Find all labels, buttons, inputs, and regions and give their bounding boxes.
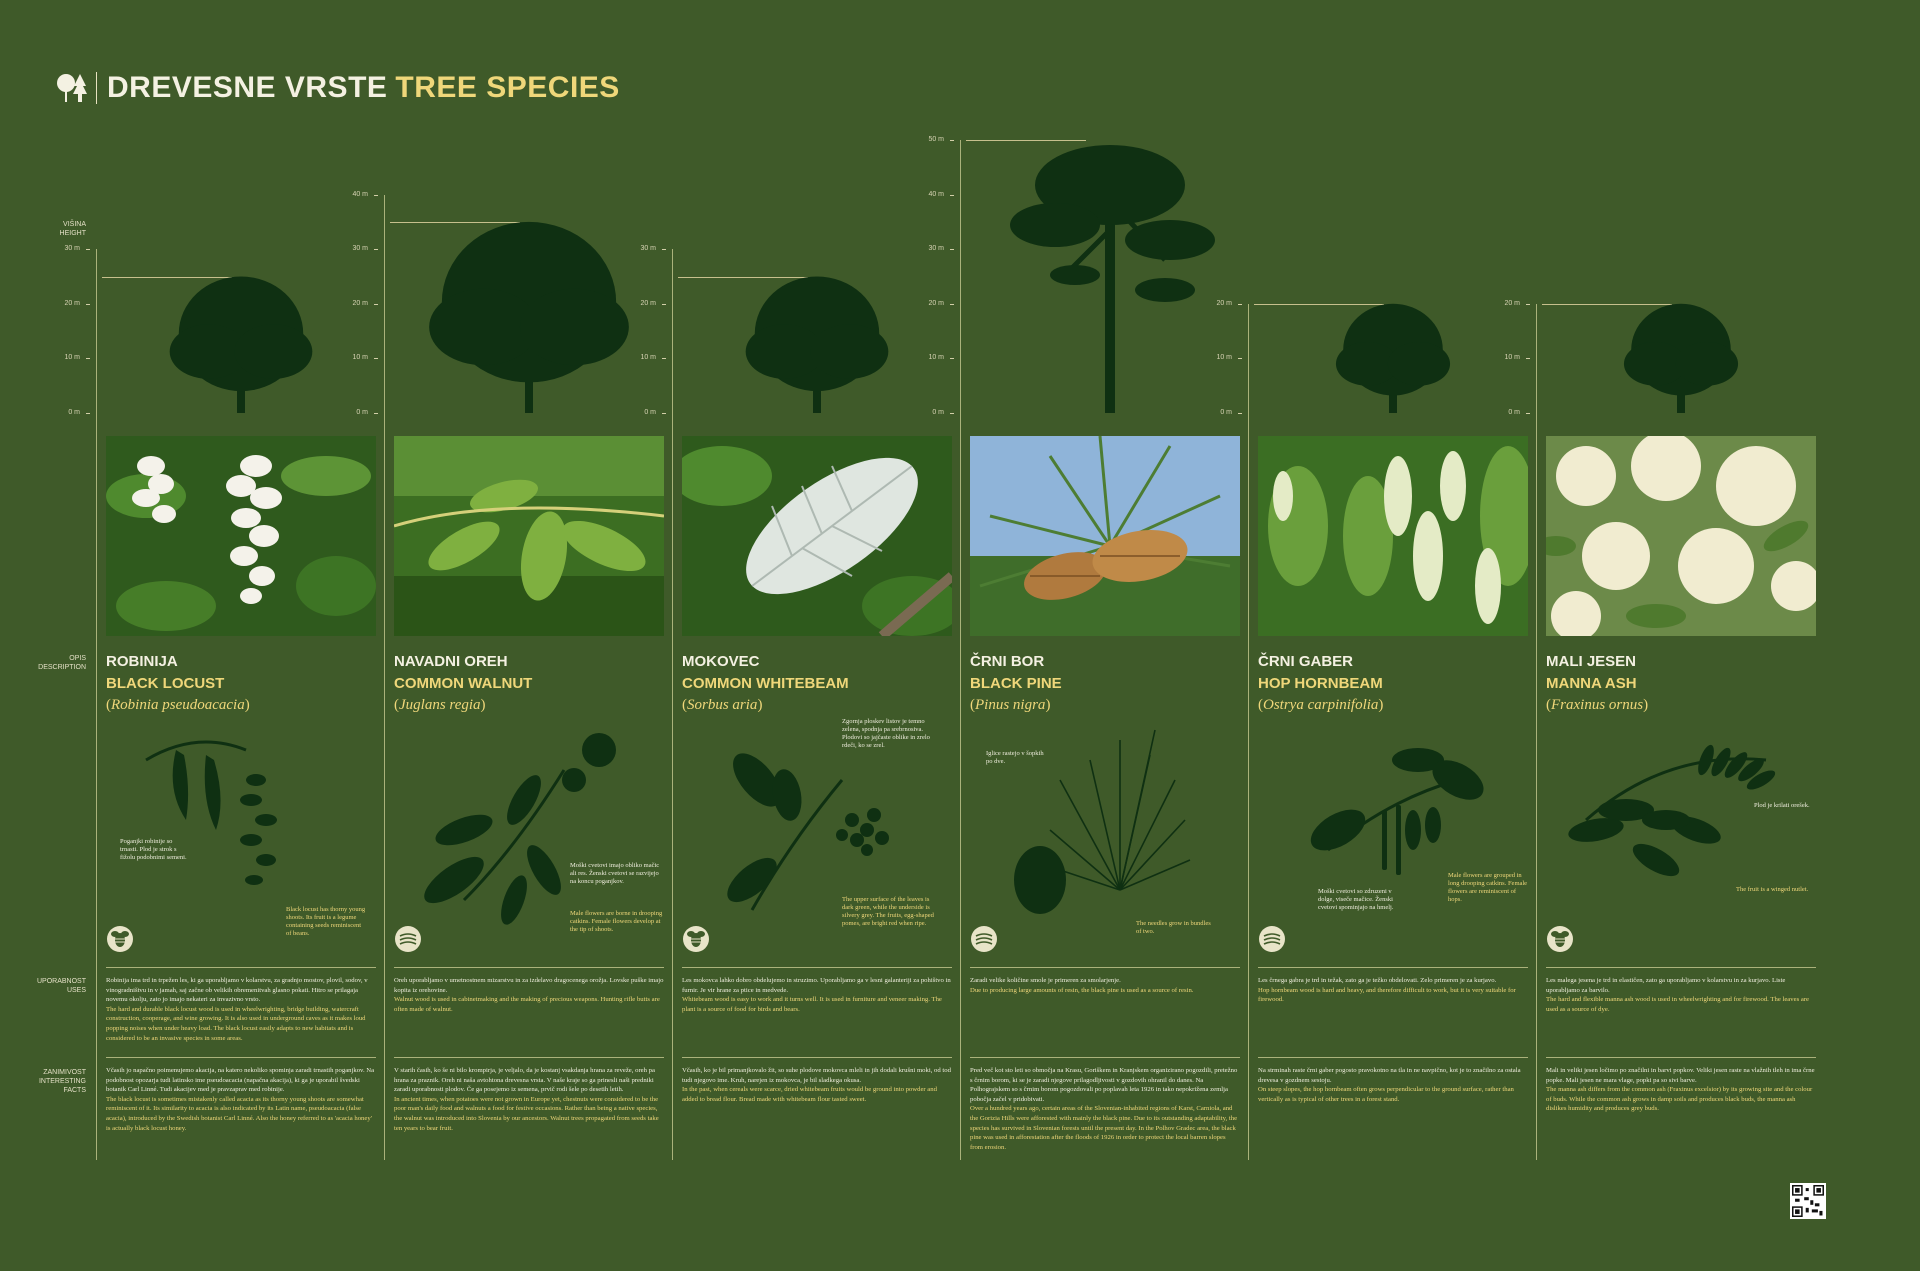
axis-tick-label: 0 m: [356, 409, 368, 416]
facts-text: Na strminah raste črni gaber pogosto pravokotno na tla in ne navpično, kot je to značilno za ostala drevesa v gozdnem sestoju. On steep slopes, the hop hornbeam often grows perpendicular to the ground surface, rather than vertically as is typical of other trees in a forest stand.: [1258, 1067, 1521, 1103]
section-rule: [970, 1057, 1240, 1058]
axis-tick: [950, 140, 954, 141]
section-rule: [394, 1057, 664, 1058]
species-photo: [970, 436, 1240, 636]
illustration-note-si: Iglice rastejo v šopkih po dve.: [986, 750, 1044, 765]
section-rule: [1258, 967, 1528, 968]
species-name-en: MANNA ASH: [1546, 675, 1637, 692]
facts-text: Včasih jo napačno poimenujemo akacija, na katero nekoliko spominja zaradi trnastih poganjkov. Na podobnost opozarja tudi latinsko ime pseudoacacia (napačna akacija), ki ga je uporabil švedski botanik Carl Linné. Tudi akacijev med je pravzaprav med robinije. The black locust is sometimes mistakenly called acacia as its thorny young shoots are somewhat reminiscent of it. Its similarity to acacia is also indicated by its Latin name, pseudoacacia (false acacia), introduced by the Swedish botanist Carl Linné. Also the honey referred to as 'acacia honey' is actually black locust honey.: [106, 1067, 375, 1132]
illustration-note-si: Moški cvetovi imajo obliko mačic ali res. Ženski cvetovi se razvijejo na koncu poganjkov.: [570, 862, 660, 885]
species-column: [1504, 130, 1816, 1160]
species-photo: [394, 436, 664, 636]
axis-tick-label: 10 m: [640, 354, 656, 362]
axis-tick: [662, 249, 666, 250]
species-name-si: MOKOVEC: [682, 653, 760, 670]
axis-tick: [1238, 413, 1242, 414]
illustration-note-en: The fruit is a winged nutlet.: [1736, 886, 1809, 893]
uses-label: UPORABNOST USES: [36, 978, 86, 994]
axis-tick: [1238, 304, 1242, 305]
section-rule: [106, 967, 376, 968]
illustration-note-si: Plod je krilati orešek.: [1754, 802, 1810, 809]
species-name-latin: (Ostrya carpinifolia): [1258, 697, 1384, 713]
axis-tick-label: 0 m: [932, 409, 944, 416]
axis-tick: [374, 358, 378, 359]
axis-tick-label: 30 m: [928, 245, 944, 253]
axis-tick: [950, 304, 954, 305]
species-name-en: BLACK LOCUST: [106, 675, 225, 692]
species-photo: [682, 436, 952, 636]
axis-tick-label: 10 m: [1504, 354, 1520, 362]
axis-tick-label: 10 m: [64, 354, 80, 362]
species-name-latin: (Fraxinus ornus): [1546, 697, 1649, 713]
species-name-en: HOP HORNBEAM: [1258, 675, 1383, 692]
species-column: [352, 130, 664, 1160]
species-name-si: MALI JESEN: [1546, 653, 1637, 670]
axis-tick: [374, 195, 378, 196]
axis-tick: [1526, 413, 1530, 414]
species-illustration: [394, 720, 664, 940]
tree-silhouette: [970, 130, 1240, 420]
section-rule: [1258, 1057, 1528, 1058]
species-photo: [106, 436, 376, 636]
facts-text: Včasih, ko je bil primanjkovalo žit, so suhe plodove mokovca mleli in jih dodali krušni moki, od tod tudi njegovo ime. Kruh, narejen iz mokovca, je bil sladkega okusa. In the past, when cereals were scarce, dried whitebeam fruits would be ground into powder and added to bread flour. Bread made with whitebeam flour tasted sweet.: [682, 1067, 951, 1103]
axis-tick: [950, 249, 954, 250]
axis-tick-label: 20 m: [1504, 299, 1520, 307]
bee-icon: [106, 925, 134, 953]
species-name-si: ČRNI BOR: [970, 653, 1045, 670]
axis-tick: [1526, 358, 1530, 359]
axis-tick: [662, 413, 666, 414]
illustration-note-en: The upper surface of the leaves is dark green, while the underside is silvery grey. The fruits, egg-shaped pomes, are bright red when ripe.: [842, 896, 934, 927]
header-divider: [96, 72, 97, 104]
axis-tick-label: 20 m: [1216, 299, 1232, 307]
illustration-note-en: Male flowers are grouped in long drooping catkins. Female flowers are reminiscent of hops.: [1448, 872, 1528, 903]
species-name-si: ČRNI GABER: [1258, 653, 1354, 670]
uses-text: Les črnega gabra je trd in težak, zato ga je težko obdelovati. Zelo primeren je za kurjavo. Hop hornbeam wood is hard and heavy, and therefore difficult to work, but it is very suitable for firewood.: [1258, 977, 1516, 1004]
tree-silhouette: [1546, 130, 1816, 420]
column-rule: [1536, 304, 1537, 1160]
species-name-latin: (Pinus nigra): [970, 697, 1051, 713]
axis-tick-label: 50 m: [928, 136, 944, 143]
species-column: [640, 130, 952, 1160]
axis-tick-label: 10 m: [352, 354, 368, 362]
illustration-note-en: The needles grow in bundles of two.: [1136, 920, 1211, 935]
tree-silhouette: [394, 130, 664, 420]
illustration-note-en: Black locust has thorny young shoots. Its fruit is a legume containing seeds reminiscent of beans.: [286, 906, 366, 937]
axis-tick-label: 0 m: [68, 409, 80, 416]
description-label: OPIS DESCRIPTION: [38, 655, 86, 671]
axis-tick-label: 30 m: [64, 245, 80, 253]
section-rule: [682, 967, 952, 968]
height-label: VIŠINA HEIGHT: [59, 221, 86, 237]
axis-tick-label: 40 m: [928, 190, 944, 198]
species-photo: [1258, 436, 1528, 636]
tree-logo-icon: [54, 70, 90, 106]
section-rule: [1546, 1057, 1816, 1058]
axis-tick: [950, 195, 954, 196]
illustration-note-si: Moški cvetovi so zdruzeni v dolge, viseče mačice. Ženski cvetovi spominjajo na hmelj.: [1318, 888, 1394, 911]
species-column: [1216, 130, 1528, 1160]
section-rule: [106, 1057, 376, 1058]
facts-text: Pred več kot sto leti so območja na Krasu, Goriškem in Kranjskem organizirano pogozdili, pretežno s črnim borom, ki se je zaradi njegove prilagodljivosti v gozdovih ohranil do danes. Na Polhograjskem so s črnim borom pogozdovali po poplavah leta 1926 in tako nepokrižena zemlja pobočja začel v pridobivati. Over a hundred years ago, certain areas of the Slovenian-inhabited regions of Karst, Carniola, and the Gorizia Hills were afforested with mainly the black pine. Due to its outstanding adaptability, the species has survived in Slovenian forests until the present day. In the Polhov Gradec area, the black pine was used in afforestation after the floods of 1926 in order to protect the local barren slopes from erosion.: [970, 1067, 1238, 1151]
facts-text: Mali in veliki jesen ločimo po značilni in barvi popkov. Veliki jesen raste na vlažnih tleh in ima črne popke. Mali jesen ne mara vlage, popki pa so sivi barve. The manna ash differs from the common ash (Fraxinus excelsior) by its growing site and the colour of buds. While the common ash grows in damp soils and produces black buds, the manna ash dislikes humidity and produces grey buds.: [1546, 1067, 1815, 1113]
axis-tick-label: 0 m: [1508, 409, 1520, 416]
axis-tick-label: 10 m: [928, 354, 944, 362]
axis-tick: [86, 413, 90, 414]
axis-tick: [950, 358, 954, 359]
axis-tick: [86, 249, 90, 250]
axis-tick-label: 20 m: [640, 299, 656, 307]
section-rule: [1546, 967, 1816, 968]
facts-label: ZANIMIVOST INTERESTING FACTS: [38, 1069, 86, 1094]
species-column: [928, 130, 1240, 1160]
axis-tick: [662, 358, 666, 359]
axis-tick-label: 0 m: [1220, 409, 1232, 416]
facts-text: V starih časih, ko še ni bilo krompirja, je veljalo, da je kostanj vsakdanja hrana za reveže, oreh pa hrana za praznik. Oreh ni naša avtohtona drevesna vrsta. V naše kraje so ga prinesli naši predniki zaradi uporabnosti plodov. Če ga posejemo iz semena, prvič rodi šele po desetih letih. In ancient times, when potatoes were not grown in Europe yet, chestnuts were considered to be the poor man's daily food and walnuts a food for festive occasions. Rather than being a native species, the walnut was introduced into Slovenia by our ancestors. Walnut trees propagated from seeds take ten years to bear fruit.: [394, 1067, 659, 1132]
qr-code-icon: [1792, 1185, 1824, 1217]
axis-tick: [374, 304, 378, 305]
axis-tick: [1238, 358, 1242, 359]
species-name-latin: (Sorbus aria): [682, 697, 763, 713]
species-name-en: COMMON WHITEBEAM: [682, 675, 849, 692]
wind-icon: [1258, 925, 1286, 953]
bee-icon: [682, 925, 710, 953]
axis-tick-label: 0 m: [644, 409, 656, 416]
uses-text: Robinija ima trd in trpežen les, ki ga uporabljamo v kolarstvu, za gradnjo mostov, plovil, sodov, v vinogradništvu in v jamah, saj začne ob velikih obremenitvah glasno pokati. Hitro se prilagaja novemu okolju, zato jo imajo nekateri za invazivno vrsto. The hard and durable black locust wood is used in wheelwrighting, bridge building, watercraft construction, cooperage, and wine growing. It is also used in underground caves as it makes loud popping noises when under heavy load. The black locust easily adapts to new habitats and is considered to be an invasive species in some areas.: [106, 977, 368, 1042]
axis-tick-label: 30 m: [640, 245, 656, 253]
bee-icon: [1546, 925, 1574, 953]
wind-icon: [394, 925, 422, 953]
axis-tick-label: 40 m: [352, 190, 368, 198]
column-rule: [1248, 304, 1249, 1160]
axis-tick-label: 30 m: [352, 245, 368, 253]
section-rule: [682, 1057, 952, 1058]
species-name-latin: (Robinia pseudoacacia): [106, 697, 250, 713]
axis-tick: [374, 249, 378, 250]
tree-silhouette: [1258, 130, 1528, 420]
uses-text: Oreh uporabljamo v umetnostnem mizarstvu in za izdelavo dragocenega orožja. Lovske puške imajo kopita iz orehovine. Walnut wood is used in cabinetmaking and the making of precious weapons. Hunting rifle butts are often made of walnut.: [394, 977, 664, 1013]
species-photo: [1546, 436, 1816, 636]
species-name-en: COMMON WALNUT: [394, 675, 533, 692]
species-name-latin: (Juglans regia): [394, 697, 486, 713]
axis-tick: [374, 413, 378, 414]
species-name-en: BLACK PINE: [970, 675, 1062, 692]
axis-tick: [86, 304, 90, 305]
uses-text: Zaradi velike količine smole je primeren za smolarjenje. Due to producing large amounts of resin, the black pine is used as a source of resin.: [970, 977, 1194, 994]
poster-header: [54, 68, 620, 108]
species-name-si: ROBINIJA: [106, 653, 178, 670]
section-rule: [394, 967, 664, 968]
axis-tick-label: 20 m: [352, 299, 368, 307]
axis-tick-label: 20 m: [64, 299, 80, 307]
axis-tick: [950, 413, 954, 414]
illustration-note-si: Zgornja ploskev listov je temno zelena, spodnja pa srebrnosiva. Plodovi so jajčaste oblike in zrelo rdeči, ko se zrel.: [842, 718, 930, 749]
uses-text: Les malega jesena je trd in elastičen, zato ga uporabljamo v kolarstvu in za kurjavo. Liste uporabljamo za barvilo. The hard and flexible manna ash wood is used in wheelwrighting and for firewood. The leaves are used as a source of dye.: [1546, 977, 1810, 1013]
tree-silhouette: [106, 130, 376, 420]
section-rule: [970, 967, 1240, 968]
axis-tick-label: 20 m: [928, 299, 944, 307]
species-name-si: NAVADNI OREH: [394, 653, 508, 670]
illustration-note-en: Male flowers are borne in drooping catkins. Female flowers develop at the tip of shoots.: [570, 910, 663, 933]
page-title: DREVESNE VRSTE TREE SPECIES: [107, 71, 620, 104]
species-illustration: [1546, 720, 1816, 940]
axis-tick-label: 10 m: [1216, 354, 1232, 362]
tree-silhouette: [682, 130, 952, 420]
uses-text: Les mokovca lahko dobro obdelujemo in struzimo. Uporabljamo ga v lesni galanteriji za pohištvo in furnir. Je vir hrane za ptice in medvede. Whitebeam wood is easy to work and it turns well. It is used in furniture and veneer making. The plant is a source of food for birds and bears.: [682, 977, 951, 1013]
wind-icon: [970, 925, 998, 953]
axis-tick: [86, 358, 90, 359]
axis-tick: [1526, 304, 1530, 305]
axis-tick: [662, 304, 666, 305]
qr-code[interactable]: [1790, 1183, 1826, 1219]
illustration-note-si: Poganjki robinije so trnasti. Plod je strok s fižolu podobnimi semeni.: [120, 838, 187, 861]
